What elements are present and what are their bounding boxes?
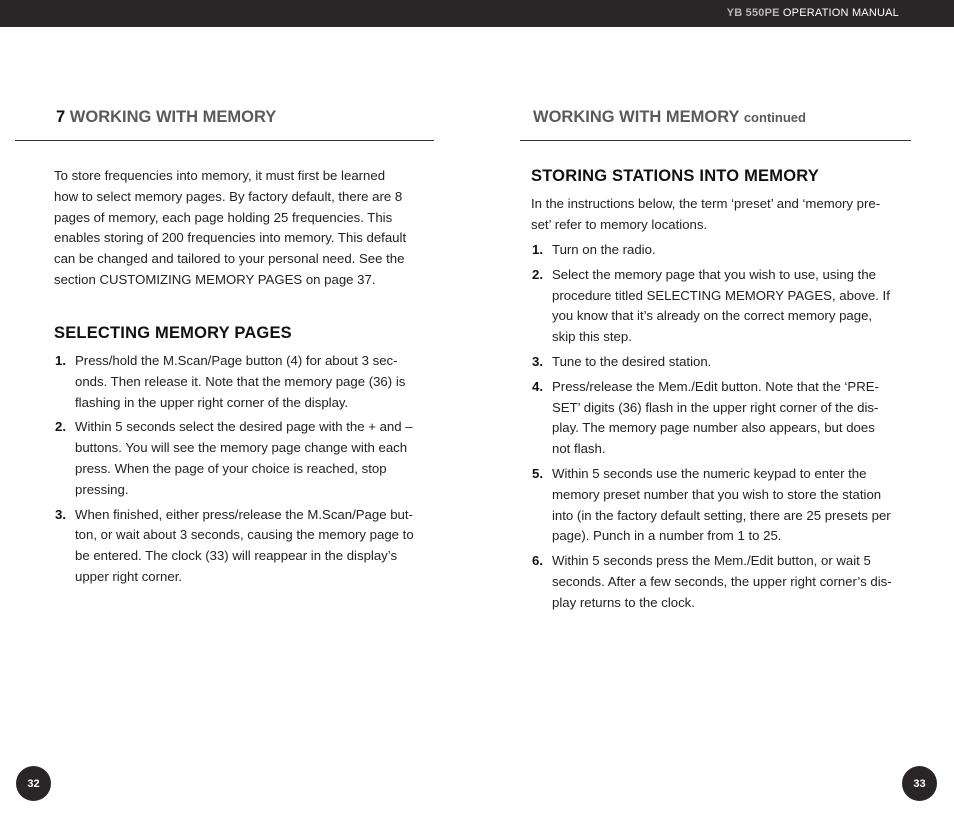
right-intro-paragraph: In the instructions below, the term ‘preset’ and ‘memory pre- set’ refer to memory locations.: [531, 196, 881, 232]
header-bar: [0, 0, 954, 27]
step-number: 2.: [532, 266, 543, 282]
list-item: [532, 265, 894, 348]
right-steps-list: [532, 240, 894, 618]
step-text: Within 5 seconds press the Mem./Edit button, or wait 5 seconds. After a few seconds, the upper right corner’s dis- play returns to the clock.: [552, 553, 892, 610]
step-number: 4.: [532, 378, 543, 394]
step-text: When finished, either press/release the M.Scan/Page but- ton, or wait about 3 seconds, causing the memory page to be entered. The clock (33) will reappear in the display’s upper right corner.: [75, 506, 414, 584]
step-number: 2.: [55, 419, 66, 435]
left-intro-paragraph: To store frequencies into memory, it must first be learned how to select memory pages. By factory default, there are 8 pages of memory, each page holding 25 frequencies. This enables storing of 200 frequencies into memory. This default can be changed and tailored to your personal need. See the section CUSTOMIZING MEMORY PAGES on page 37.: [54, 168, 407, 287]
step-number: 5.: [532, 465, 543, 481]
list-item: [55, 351, 417, 413]
model-name: YB 550PE: [726, 7, 780, 19]
step-text: Press/hold the M.Scan/Page button (4) for about 3 sec- onds. Then release it. Note that the memory page (36) is flashing in the upper right corner of the display.: [75, 353, 406, 410]
step-text: Within 5 seconds use the numeric keypad to enter the memory preset number that you wish to store the station into (in the factory default setting, there are 25 presets per page). Punch in a number from 1 to 25.: [552, 465, 891, 544]
step-number: 3.: [532, 353, 543, 369]
step-number: 3.: [55, 506, 66, 522]
manual-label: OPERATION MANUAL: [782, 7, 899, 19]
right-title-rule: [520, 140, 911, 141]
left-section-title: [56, 108, 276, 127]
step-number: 1.: [55, 353, 66, 368]
left-title-rule: [15, 140, 434, 141]
manual-title: [727, 7, 899, 19]
list-item: [55, 505, 417, 588]
list-item: [532, 464, 894, 547]
left-steps-list: [55, 351, 417, 592]
section-title-text: WORKING WITH MEMORY: [69, 108, 277, 126]
step-text: Turn on the radio.: [552, 242, 656, 257]
section-title-text: WORKING WITH MEMORY: [533, 108, 740, 126]
list-item: [532, 352, 894, 373]
left-subheading: SELECTING MEMORY PAGES: [54, 324, 292, 342]
step-number: 1.: [532, 242, 543, 257]
step-number: 6.: [532, 553, 543, 569]
right-section-title: [533, 108, 806, 127]
list-item: [55, 417, 417, 500]
step-text: Select the memory page that you wish to use, using the procedure titled SELECTING MEMORY PAGES, above. If you know that it’s already on the correct memory page, skip this step.: [552, 266, 890, 345]
section-number: 7: [56, 108, 66, 126]
list-item: [532, 377, 894, 460]
right-subheading: STORING STATIONS INTO MEMORY: [531, 167, 819, 185]
list-item: [532, 240, 894, 261]
right-page-number: 33: [902, 766, 937, 801]
step-text: Tune to the desired station.: [552, 353, 712, 369]
section-continued: continued: [743, 110, 806, 125]
step-text: Press/release the Mem./Edit button. Note that the ‘PRE- SET’ digits (36) flash in the upper right corner of the dis- play. The memory page number also appears, but does not flash.: [552, 378, 879, 457]
step-text: Within 5 seconds select the desired page with the + and – buttons. You will see the memory page change with each press. When the page of your choice is reached, stop pressing.: [75, 419, 413, 497]
left-page-number: 32: [16, 766, 51, 801]
list-item: [532, 551, 894, 613]
